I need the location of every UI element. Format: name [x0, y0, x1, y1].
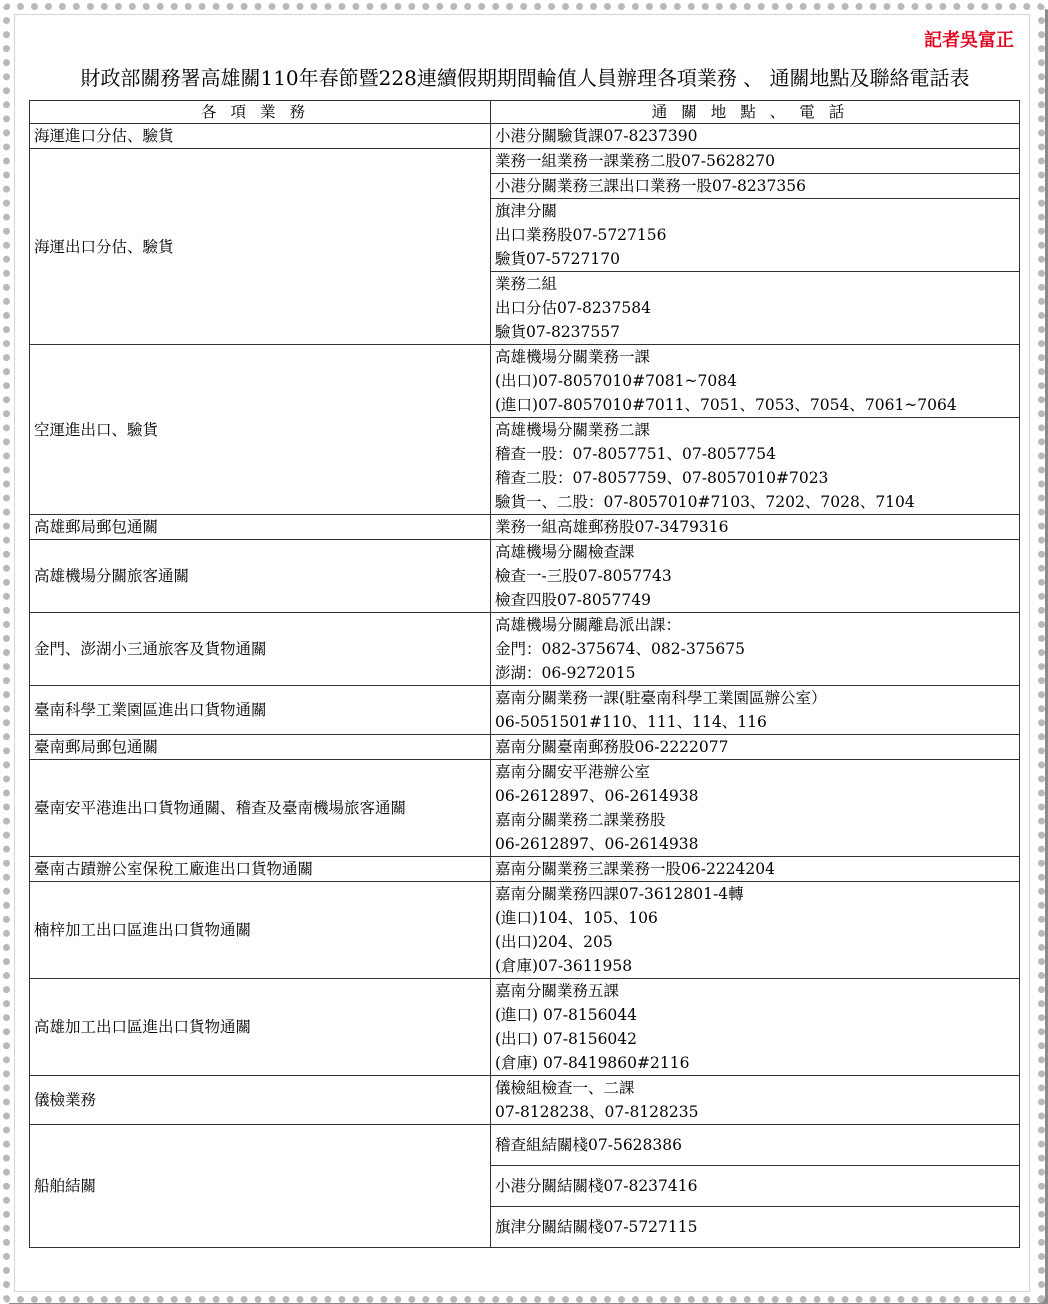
contact-line: 澎湖：06-9272015 [495, 664, 636, 682]
contact-cell [491, 345, 1020, 418]
contact-cell [491, 1166, 1020, 1207]
table-row [30, 149, 1020, 174]
contact-line: (倉庫)07-3611958 [495, 957, 633, 975]
table-row [30, 613, 1020, 686]
header-location-phone: 通關地點、電話 [491, 101, 1020, 124]
contact-line: 嘉南分關臺南郵務股06-2222077 [495, 738, 729, 756]
contact-line: 高雄機場分關業務二課 [495, 421, 651, 439]
contact-cell [491, 686, 1020, 735]
contact-line: (進口)104、105、106 [495, 909, 658, 927]
contact-line: (出口)204、205 [495, 933, 613, 951]
contact-cell [491, 1207, 1020, 1248]
table-row [30, 124, 1020, 149]
contact-line: 旗津分關結關棧07-5727115 [495, 1218, 698, 1236]
contact-line: 小港分關結關棧07-8237416 [495, 1177, 698, 1195]
contact-line: 出口業務股07-5727156 [495, 226, 667, 244]
contact-line: (進口) 07-8156044 [495, 1006, 638, 1024]
header-service: 各項業務 [30, 101, 491, 124]
table-row [30, 1076, 1020, 1125]
contact-line: 嘉南分關業務二課業務股 [495, 811, 666, 829]
contact-line: 小港分關驗貨課07-8237390 [495, 127, 698, 145]
contact-line: 06-5051501#110、111、114、116 [495, 713, 767, 731]
contact-line: 出口分估07-8237584 [495, 299, 651, 317]
contact-cell [491, 1125, 1020, 1166]
contact-line: 稽查二股：07-8057759、07-8057010#7023 [495, 469, 829, 487]
contact-line: (倉庫) 07-8419860#2116 [495, 1054, 690, 1072]
table-body [30, 124, 1020, 1248]
table-row [30, 735, 1020, 760]
contact-cell [491, 735, 1020, 760]
contact-cell [491, 124, 1020, 149]
table-row [30, 345, 1020, 418]
table-row [30, 882, 1020, 979]
contact-cell [491, 1076, 1020, 1125]
contact-line: 業務一組業務一課業務二股07-5628270 [495, 152, 775, 170]
contact-line: 07-8128238、07-8128235 [495, 1103, 699, 1121]
contact-line: 驗貨一、二股：07-8057010#7103、7202、7028、7104 [495, 493, 915, 511]
contact-line: 高雄機場分關業務一課 [495, 348, 651, 366]
contact-line: 06-2612897、06-2614938 [495, 787, 699, 805]
contact-cell [491, 882, 1020, 979]
table-row [30, 979, 1020, 1076]
table-row [30, 515, 1020, 540]
contact-line: (出口) 07-8156042 [495, 1030, 638, 1048]
contact-line: 高雄機場分關檢查課 [495, 543, 635, 561]
contact-cell [491, 515, 1020, 540]
contact-line: 稽查組結關棧07-5628386 [495, 1136, 682, 1154]
contact-cell [491, 418, 1020, 515]
service-cell: 臺南古蹟辦公室保稅工廠進出口貨物通關 [30, 857, 491, 882]
contact-line: (出口)07-8057010#7081~7084 [495, 372, 737, 390]
contact-line: 稽查一股：07-8057751、07-8057754 [495, 445, 776, 463]
contact-line: 高雄機場分關離島派出課： [495, 616, 682, 634]
service-cell: 臺南科學工業園區進出口貨物通關 [30, 686, 491, 735]
contact-line: 驗貨07-8237557 [495, 323, 620, 341]
contact-line: 業務二組 [495, 275, 558, 293]
service-cell: 高雄郵局郵包通關 [30, 515, 491, 540]
contact-line: 業務一組高雄郵務股07-3479316 [495, 518, 729, 536]
document-title: 財政部關務署高雄關110年春節暨228連續假期期間輪值人員辦理各項業務 、 通關地點及聯絡電話表 [80, 66, 970, 90]
contact-line: 06-2612897、06-2614938 [495, 835, 699, 853]
contact-table [29, 100, 1020, 1248]
service-cell: 海運出口分估、驗貨 [30, 149, 491, 345]
contact-line: 嘉南分關業務一課(駐臺南科學工業園區辦公室） [495, 689, 827, 707]
contact-line: 嘉南分關業務五課 [495, 982, 620, 1000]
contact-line: 小港分關業務三課出口業務一股07-8237356 [495, 177, 806, 195]
service-cell: 船舶結關 [30, 1125, 491, 1248]
contact-line: 金門：082-375674、082-375675 [495, 640, 745, 658]
table-header-row [30, 101, 1020, 124]
contact-cell [491, 199, 1020, 272]
contact-cell [491, 760, 1020, 857]
contact-line: 檢查四股07-8057749 [495, 591, 651, 609]
contact-line: 驗貨07-5727170 [495, 250, 620, 268]
contact-cell [491, 540, 1020, 613]
contact-line: 嘉南分關業務四課07-3612801-4轉 [495, 885, 744, 903]
contact-line: 儀檢組檢查一、二課 [495, 1079, 635, 1097]
service-cell: 高雄加工出口區進出口貨物通關 [30, 979, 491, 1076]
table-row [30, 760, 1020, 857]
table-row [30, 686, 1020, 735]
contact-cell [491, 272, 1020, 345]
table-row [30, 857, 1020, 882]
service-cell: 臺南安平港進出口貨物通關、稽查及臺南機場旅客通關 [30, 760, 491, 857]
service-cell: 海運進口分估、驗貨 [30, 124, 491, 149]
service-cell: 儀檢業務 [30, 1076, 491, 1125]
contact-cell [491, 149, 1020, 174]
contact-line: 旗津分關 [495, 202, 558, 220]
contact-cell [491, 857, 1020, 882]
contact-line: 嘉南分關業務三課業務一股06-2224204 [495, 860, 775, 878]
contact-line: (進口)07-8057010#7011、7051、7053、7054、7061~7064 [495, 396, 957, 414]
table-row [30, 1125, 1020, 1166]
service-cell: 高雄機場分關旅客通關 [30, 540, 491, 613]
service-cell: 金門、澎湖小三通旅客及貨物通關 [30, 613, 491, 686]
contact-cell [491, 174, 1020, 199]
service-cell: 臺南郵局郵包通關 [30, 735, 491, 760]
contact-cell [491, 613, 1020, 686]
reporter-credit: 記者吳富正 [924, 30, 1014, 51]
contact-line: 嘉南分關安平港辦公室 [495, 763, 651, 781]
contact-cell [491, 979, 1020, 1076]
service-cell: 空運進出口、驗貨 [30, 345, 491, 515]
table-row [30, 540, 1020, 613]
service-cell: 楠梓加工出口區進出口貨物通關 [30, 882, 491, 979]
contact-line: 檢查一-三股07-8057743 [495, 567, 672, 585]
